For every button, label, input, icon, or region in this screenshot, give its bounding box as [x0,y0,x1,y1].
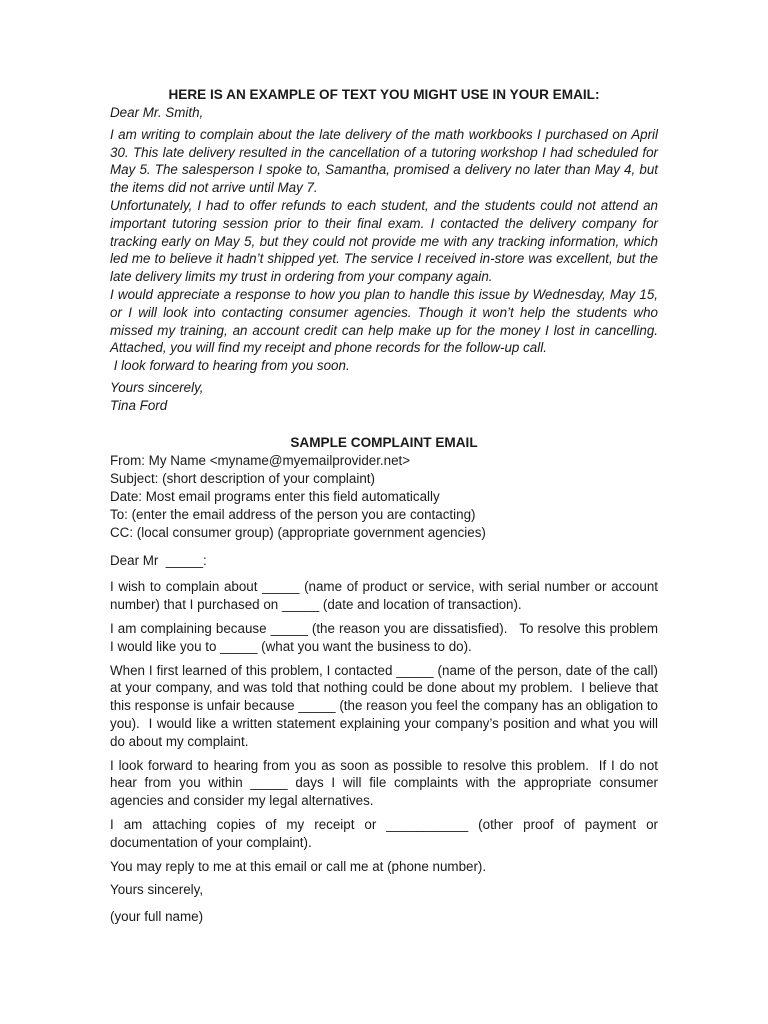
example-paragraph-1: I am writing to complain about the late delivery of the math workbooks I purchased on April 30. This late delivery resulted in the cancellation of a tutoring workshop I had scheduled for May 5. The salesperson I spoke to, Samantha, promised a delivery no later than May 4, but the items did not arrive until May 7. [110,126,658,196]
sample-paragraph-1: I wish to complain about _____ (name of product or service, with serial number or account number) that I purchased on _____ (date and location of transaction). [110,579,658,613]
email-from-line: From: My Name <myname@myemailprovider.net> [110,452,411,468]
sample-salutation: Dear Mr _____: [110,552,207,568]
sample-section [110,434,662,926]
email-cc-line: CC: (local consumer group) (appropriate government agencies) [110,525,486,541]
sample-paragraph-4: I look forward to hearing from you as soon as possible to resolve this problem. If I do not hear from you within _____ days I will file complaints with the appropriate consumer agencies and consider my legal alternatives. [110,757,662,809]
sample-letter-body [110,552,662,926]
example-heading: HERE IS AN EXAMPLE OF TEXT YOU MIGHT USE IN YOUR EMAIL: [168,87,600,102]
sample-paragraph-2: I am complaining because _____ (the reason you are dissatisfied). To resolve this problem I would like you to _____ (what you want the business to do). [110,620,662,654]
example-paragraph-4: I look forward to hearing from you soon. [110,358,350,374]
email-date-line: Date: Most email programs enter this field automatically [110,488,440,504]
sample-closing: Yours sincerely, [110,882,204,898]
example-closing: Yours sincerely, [110,379,204,395]
example-paragraph-2: Unfortunately, I had to offer refunds to each student, and the students could not attend an important tutoring session prior to their final exam. I contacted the delivery company for tracking early on May 5, but they could not provide me with any tracking information, which led me to believe it hadn’t shipped yet. The service I received in-store was excellent, but the late delivery limits my trust in ordering from your company again. [110,197,658,285]
sample-heading: SAMPLE COMPLAINT EMAIL [290,434,478,450]
sample-paragraph-5: I am attaching copies of my receipt or ___________ (other proof of payment or documentation of your complaint). [110,816,658,850]
example-section [110,86,658,415]
email-header-fields [110,452,658,543]
sample-paragraph-6: You may reply to me at this email or call me at (phone number). [110,858,487,874]
example-salutation: Dear Mr. Smith, [110,105,204,120]
email-to-line: To: (enter the email address of the person you are contacting) [110,507,476,523]
document-page [110,86,662,926]
example-signature: Tina Ford [110,397,168,413]
sample-paragraph-3: When I first learned of this problem, I contacted _____ (name of the person, date of the call) at your company, and was told that nothing could be done about my problem. I believe that this response is unfair because _____ (the reason you feel the company has an obligation to you). I would like a written statement explaining your company’s position and what you will do about my complaint. [110,662,662,749]
example-letter [110,104,658,415]
example-paragraph-3: I would appreciate a response to how you plan to handle this issue by Wednesday, May 15, or I will look into contacting consumer agencies. Though it won’t help the students who missed my training, an account credit can help make up for the money I lost in cancelling. Attached, you will find my receipt and phone records for the follow-up call. [110,286,658,356]
sample-signature: (your full name) [110,909,204,925]
email-subject-line: Subject: (short description of your complaint) [110,470,375,486]
